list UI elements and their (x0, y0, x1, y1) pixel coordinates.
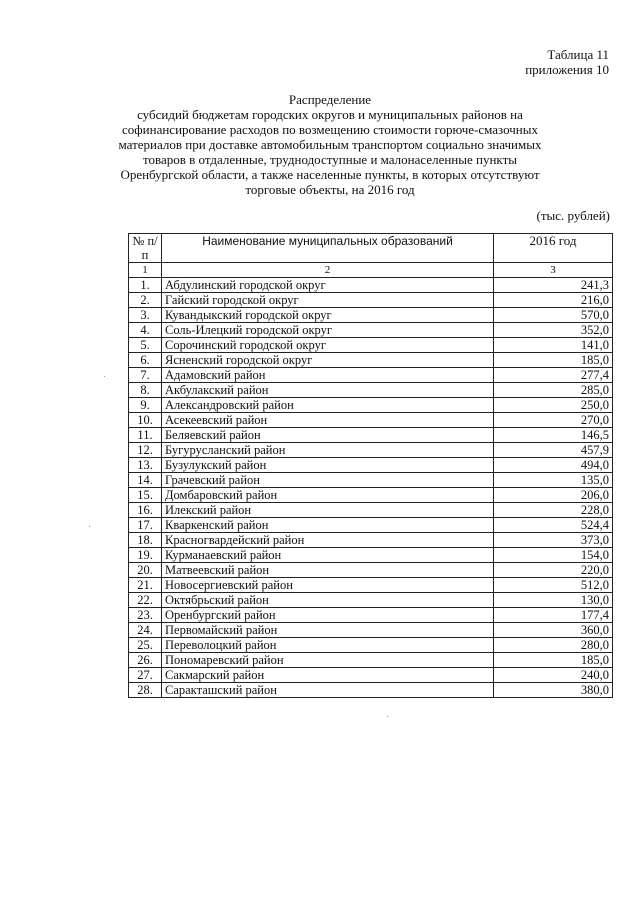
row-number: 1. (129, 278, 162, 293)
municipality-name: Абдулинский городской округ (162, 278, 494, 293)
table-reference: Таблица 11 (547, 47, 609, 62)
row-number: 6. (129, 353, 162, 368)
municipality-name: Саракташский район (162, 683, 494, 698)
municipality-name: Бугурусланский район (162, 443, 494, 458)
subsidy-value: 270,0 (494, 413, 613, 428)
row-number: 15. (129, 488, 162, 503)
subsidy-value: 250,0 (494, 398, 613, 413)
subsidy-value: 220,0 (494, 563, 613, 578)
row-number: 4. (129, 323, 162, 338)
column-index: 1 (129, 263, 162, 278)
table-row (129, 608, 613, 623)
table-row (129, 668, 613, 683)
title-line: товаров в отдаленные, труднодоступные и малонаселенные пункты (142, 152, 517, 167)
table-row (129, 323, 613, 338)
subsidy-value: 228,0 (494, 503, 613, 518)
subsidy-value: 512,0 (494, 578, 613, 593)
municipality-name: Александровский район (162, 398, 494, 413)
row-number: 7. (129, 368, 162, 383)
municipality-name: Сакмарский район (162, 668, 494, 683)
row-number: 11. (129, 428, 162, 443)
municipality-name: Оренбургский район (162, 608, 494, 623)
table-row (129, 308, 613, 323)
title-line: софинансирование расходов по возмещению стоимости горюче-смазочных (121, 122, 539, 137)
table-row (129, 278, 613, 293)
column-index-row (129, 263, 613, 278)
row-number: 24. (129, 623, 162, 638)
municipality-name: Грачевский район (162, 473, 494, 488)
row-number: 18. (129, 533, 162, 548)
table-row (129, 653, 613, 668)
row-number: 5. (129, 338, 162, 353)
column-header-number: № п/п (129, 234, 162, 263)
row-number: 13. (129, 458, 162, 473)
subsidy-value: 280,0 (494, 638, 613, 653)
table-row (129, 518, 613, 533)
row-number: 9. (129, 398, 162, 413)
appendix-reference: приложения 10 (525, 62, 609, 77)
municipality-name: Гайский городской округ (162, 293, 494, 308)
subsidy-value: 352,0 (494, 323, 613, 338)
table-row (129, 623, 613, 638)
document-title (95, 92, 565, 197)
page-reference (525, 47, 609, 77)
column-header-value: 2016 год (494, 234, 613, 263)
municipality-name: Беляевский район (162, 428, 494, 443)
row-number: 14. (129, 473, 162, 488)
municipality-name: Акбулакский район (162, 383, 494, 398)
table-row (129, 533, 613, 548)
municipality-name: Бузулукский район (162, 458, 494, 473)
column-index: 2 (162, 263, 494, 278)
scan-mark: · (386, 712, 390, 723)
subsidy-value: 185,0 (494, 353, 613, 368)
subsidy-value: 154,0 (494, 548, 613, 563)
scan-mark: · (103, 372, 107, 383)
table-row (129, 683, 613, 698)
subsidy-value: 494,0 (494, 458, 613, 473)
row-number: 21. (129, 578, 162, 593)
subsidy-value: 524,4 (494, 518, 613, 533)
title-line: субсидий бюджетам городских округов и муниципальных районов на (137, 107, 523, 122)
table-row (129, 338, 613, 353)
table-row (129, 488, 613, 503)
municipality-name: Адамовский район (162, 368, 494, 383)
subsidy-value: 285,0 (494, 383, 613, 398)
row-number: 23. (129, 608, 162, 623)
row-number: 26. (129, 653, 162, 668)
subsidy-value: 130,0 (494, 593, 613, 608)
subsidy-value: 240,0 (494, 668, 613, 683)
row-number: 3. (129, 308, 162, 323)
municipality-name: Асекеевский район (162, 413, 494, 428)
table-row (129, 503, 613, 518)
title-heading: Распределение (288, 92, 372, 107)
table-row (129, 413, 613, 428)
table-row (129, 638, 613, 653)
table-header-row (129, 234, 613, 263)
table-body (129, 278, 613, 698)
subsidy-value: 360,0 (494, 623, 613, 638)
table-row (129, 578, 613, 593)
table-row (129, 548, 613, 563)
municipality-name: Курманаевский район (162, 548, 494, 563)
municipality-name: Переволоцкий район (162, 638, 494, 653)
row-number: 19. (129, 548, 162, 563)
municipality-name: Пономаревский район (162, 653, 494, 668)
subsidy-value: 457,9 (494, 443, 613, 458)
municipality-name: Матвеевский район (162, 563, 494, 578)
row-number: 28. (129, 683, 162, 698)
row-number: 25. (129, 638, 162, 653)
column-header-name: Наименование муниципальных образований (162, 234, 494, 263)
scan-mark: · (88, 522, 92, 533)
row-number: 10. (129, 413, 162, 428)
units-note: (тыс. рублей) (536, 208, 610, 223)
row-number: 20. (129, 563, 162, 578)
row-number: 8. (129, 383, 162, 398)
municipality-name: Соль-Илецкий городской округ (162, 323, 494, 338)
table-row (129, 398, 613, 413)
subsidy-table (128, 233, 613, 698)
subsidy-value: 277,4 (494, 368, 613, 383)
row-number: 27. (129, 668, 162, 683)
table-row (129, 293, 613, 308)
row-number: 12. (129, 443, 162, 458)
subsidy-value: 206,0 (494, 488, 613, 503)
table-row (129, 353, 613, 368)
municipality-name: Сорочинский городской округ (162, 338, 494, 353)
municipality-name: Красногвардейский район (162, 533, 494, 548)
table-row (129, 368, 613, 383)
title-line: торговые объекты, на 2016 год (245, 182, 415, 197)
subsidy-value: 380,0 (494, 683, 613, 698)
municipality-name: Первомайский район (162, 623, 494, 638)
column-index: 3 (494, 263, 613, 278)
subsidy-value: 241,3 (494, 278, 613, 293)
table-row (129, 593, 613, 608)
subsidy-value: 141,0 (494, 338, 613, 353)
municipality-name: Ясненский городской округ (162, 353, 494, 368)
row-number: 2. (129, 293, 162, 308)
municipality-name: Илекский район (162, 503, 494, 518)
table-row (129, 563, 613, 578)
subsidy-value: 216,0 (494, 293, 613, 308)
subsidy-value: 570,0 (494, 308, 613, 323)
table-row (129, 473, 613, 488)
row-number: 22. (129, 593, 162, 608)
table-row (129, 428, 613, 443)
subsidy-value: 135,0 (494, 473, 613, 488)
municipality-name: Кваркенский район (162, 518, 494, 533)
subsidy-value: 146,5 (494, 428, 613, 443)
subsidy-value: 185,0 (494, 653, 613, 668)
title-line: материалов при доставке автомобильным транспортом социально значимых (118, 137, 542, 152)
municipality-name: Новосергиевский район (162, 578, 494, 593)
subsidy-value: 373,0 (494, 533, 613, 548)
table-row (129, 443, 613, 458)
municipality-name: Домбаровский район (162, 488, 494, 503)
row-number: 16. (129, 503, 162, 518)
subsidy-value: 177,4 (494, 608, 613, 623)
municipality-name: Кувандыкский городской округ (162, 308, 494, 323)
title-line: Оренбургской области, а также населенные пункты, в которых отсутствуют (120, 167, 540, 182)
table-row (129, 383, 613, 398)
municipality-name: Октябрьский район (162, 593, 494, 608)
table-row (129, 458, 613, 473)
row-number: 17. (129, 518, 162, 533)
